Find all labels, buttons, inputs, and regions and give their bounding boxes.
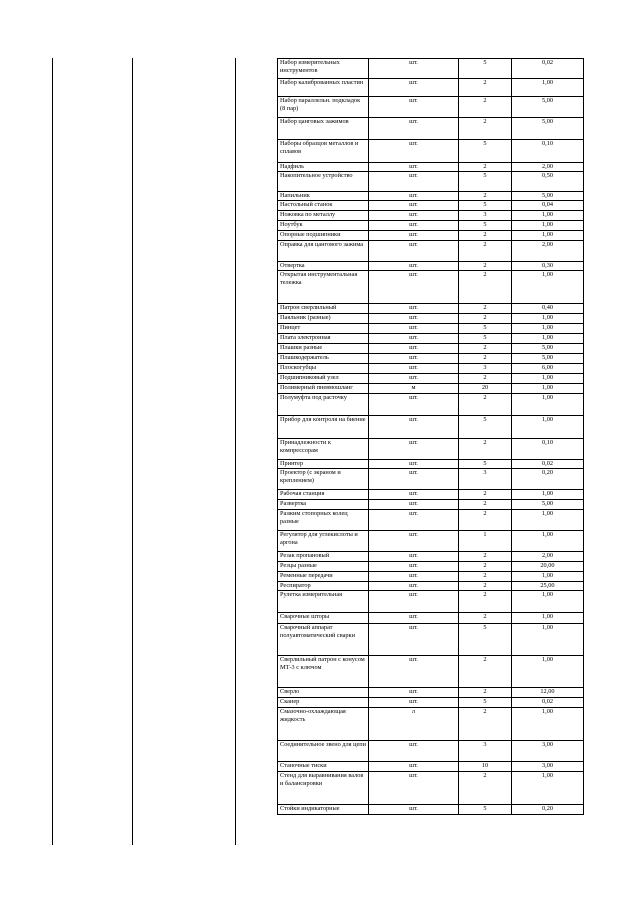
quantity-cell: 5 <box>459 201 512 211</box>
value-cell: 0,10 <box>512 140 584 163</box>
quantity-cell: 5 <box>459 140 512 163</box>
table-row <box>278 552 584 562</box>
left-margin-line <box>52 58 53 845</box>
quantity-cell: 5 <box>459 698 512 708</box>
quantity-cell: 1 <box>459 531 512 552</box>
value-cell: 1,00 <box>512 490 584 500</box>
table-row <box>278 59 584 79</box>
unit-cell: шт. <box>369 354 459 364</box>
value-cell: 5,00 <box>512 354 584 364</box>
table-row <box>278 384 584 394</box>
unit-cell: шт. <box>369 552 459 562</box>
quantity-cell: 2 <box>459 510 512 531</box>
unit-cell: шт. <box>369 510 459 531</box>
item-name-cell: Набор цанговых зажимов <box>278 118 369 140</box>
table-row <box>278 572 584 582</box>
unit-cell: шт. <box>369 582 459 591</box>
unit-cell: шт. <box>369 314 459 324</box>
table-row <box>278 221 584 231</box>
table-row <box>278 416 584 439</box>
value-cell: 0,40 <box>512 304 584 314</box>
value-cell: 2,00 <box>512 241 584 262</box>
table-row <box>278 772 584 805</box>
unit-cell: шт. <box>369 394 459 416</box>
value-cell: 5,00 <box>512 192 584 201</box>
item-name-cell: Развертка <box>278 500 369 510</box>
table-row <box>278 531 584 552</box>
value-cell: 2,00 <box>512 552 584 562</box>
value-cell: 20,00 <box>512 562 584 572</box>
item-name-cell: Пинцет <box>278 324 369 334</box>
quantity-cell: 3 <box>459 364 512 374</box>
value-cell: 1,00 <box>512 613 584 624</box>
value-cell: 1,00 <box>512 231 584 241</box>
item-name-cell: Респиратор <box>278 582 369 591</box>
value-cell: 1,00 <box>512 374 584 384</box>
table-row <box>278 344 584 354</box>
value-cell: 5,00 <box>512 344 584 354</box>
table-row <box>278 192 584 201</box>
table-row <box>278 324 584 334</box>
unit-cell: шт. <box>369 334 459 344</box>
quantity-cell: 3 <box>459 469 512 490</box>
item-name-cell: Плоскогубцы <box>278 364 369 374</box>
section-column-line <box>235 58 236 845</box>
value-cell: 1,00 <box>512 334 584 344</box>
unit-cell: шт. <box>369 241 459 262</box>
table-row <box>278 500 584 510</box>
item-name-cell: Резак пропановый <box>278 552 369 562</box>
quantity-cell: 2 <box>459 552 512 562</box>
unit-cell: шт. <box>369 163 459 172</box>
unit-cell: шт. <box>369 416 459 439</box>
item-name-cell: Накопительное устройство <box>278 172 369 192</box>
item-name-cell: Сверлильный патрон с конусом МТ-3 с ключом <box>278 656 369 688</box>
quantity-cell: 5 <box>459 172 512 192</box>
table-row <box>278 698 584 708</box>
item-name-cell: Принадлежности к компрессорам <box>278 439 369 460</box>
table-row <box>278 624 584 656</box>
quantity-cell: 5 <box>459 59 512 79</box>
value-cell: 1,00 <box>512 221 584 231</box>
value-cell: 1,00 <box>512 394 584 416</box>
quantity-cell: 2 <box>459 118 512 140</box>
unit-cell: шт. <box>369 490 459 500</box>
unit-cell: шт. <box>369 221 459 231</box>
table-row <box>278 688 584 698</box>
table-row <box>278 172 584 192</box>
item-name-cell: Разжим стопорных колец разные <box>278 510 369 531</box>
table-row <box>278 591 584 613</box>
unit-cell: шт. <box>369 231 459 241</box>
table-row <box>278 334 584 344</box>
table-row <box>278 118 584 140</box>
unit-cell: шт. <box>369 374 459 384</box>
value-cell: 1,00 <box>512 772 584 805</box>
table-row <box>278 262 584 271</box>
item-name-cell: Стойки индикаторные <box>278 805 369 815</box>
quantity-cell: 2 <box>459 241 512 262</box>
item-name-cell: Станочные тиски <box>278 762 369 772</box>
quantity-cell: 5 <box>459 805 512 815</box>
quantity-cell: 5 <box>459 416 512 439</box>
value-cell: 0,20 <box>512 805 584 815</box>
quantity-cell: 5 <box>459 334 512 344</box>
value-cell: 1,00 <box>512 708 584 741</box>
unit-cell: шт. <box>369 324 459 334</box>
item-name-cell: Резцы разные <box>278 562 369 572</box>
value-cell: 1,00 <box>512 271 584 304</box>
quantity-cell: 2 <box>459 163 512 172</box>
item-name-cell: Плата электронная <box>278 334 369 344</box>
quantity-cell: 2 <box>459 314 512 324</box>
value-cell: 1,00 <box>512 656 584 688</box>
quantity-cell: 2 <box>459 231 512 241</box>
quantity-cell: 2 <box>459 394 512 416</box>
unit-cell: шт. <box>369 698 459 708</box>
table-row <box>278 271 584 304</box>
item-name-cell: Регулятор для углекислоты и аргона <box>278 531 369 552</box>
value-cell: 5,00 <box>512 118 584 140</box>
quantity-cell: 2 <box>459 374 512 384</box>
item-name-cell: Опорные подшипники <box>278 231 369 241</box>
quantity-cell: 2 <box>459 490 512 500</box>
unit-cell: шт. <box>369 805 459 815</box>
unit-cell: шт. <box>369 624 459 656</box>
item-name-cell: Ноутбук <box>278 221 369 231</box>
table-row <box>278 201 584 211</box>
item-name-cell: Плашки разные <box>278 344 369 354</box>
quantity-cell: 10 <box>459 762 512 772</box>
quantity-cell: 2 <box>459 271 512 304</box>
unit-cell: шт. <box>369 762 459 772</box>
value-cell: 1,00 <box>512 510 584 531</box>
item-name-cell: Настольный станок <box>278 201 369 211</box>
value-cell: 1,00 <box>512 572 584 582</box>
value-cell: 3,00 <box>512 741 584 762</box>
unit-cell: шт. <box>369 613 459 624</box>
unit-cell: шт. <box>369 460 459 469</box>
item-name-cell: Наборы образцов металлов и сплавов <box>278 140 369 163</box>
value-cell: 0,04 <box>512 201 584 211</box>
table-row <box>278 510 584 531</box>
table-row <box>278 656 584 688</box>
unit-cell: шт. <box>369 656 459 688</box>
quantity-cell: 5 <box>459 221 512 231</box>
unit-cell: шт. <box>369 271 459 304</box>
quantity-cell: 2 <box>459 439 512 460</box>
item-name-cell: Полумуфта под расточку <box>278 394 369 416</box>
value-cell: 1,00 <box>512 384 584 394</box>
unit-cell: шт. <box>369 97 459 118</box>
quantity-cell: 2 <box>459 708 512 741</box>
item-name-cell: Сварочные шторы <box>278 613 369 624</box>
table-row <box>278 314 584 324</box>
item-name-cell: Набор калиброванных пластин <box>278 79 369 97</box>
item-name-cell: Сварочный аппарат полуавтоматический сварки <box>278 624 369 656</box>
quantity-cell: 2 <box>459 572 512 582</box>
unit-cell: шт. <box>369 201 459 211</box>
quantity-cell: 2 <box>459 354 512 364</box>
table-row <box>278 211 584 221</box>
value-cell: 0,10 <box>512 439 584 460</box>
item-name-cell: Проектор (с экраном и креплением) <box>278 469 369 490</box>
item-name-cell: Сверло <box>278 688 369 698</box>
item-name-cell: Плашкодержатель <box>278 354 369 364</box>
table-row <box>278 374 584 384</box>
quantity-cell: 2 <box>459 500 512 510</box>
item-name-cell: Стенд для выравнивания валов и балансировки <box>278 772 369 805</box>
unit-cell: шт. <box>369 772 459 805</box>
table-row <box>278 805 584 815</box>
value-cell: 1,00 <box>512 211 584 221</box>
unit-cell: л <box>369 708 459 741</box>
value-cell: 0,02 <box>512 59 584 79</box>
item-name-cell: Рабочая станция <box>278 490 369 500</box>
unit-cell: шт. <box>369 262 459 271</box>
unit-cell: шт. <box>369 364 459 374</box>
item-name-cell: Патрон сверлильный <box>278 304 369 314</box>
unit-cell: шт. <box>369 79 459 97</box>
item-name-cell: Паяльник (разные) <box>278 314 369 324</box>
table-row <box>278 562 584 572</box>
unit-cell: шт. <box>369 140 459 163</box>
item-name-cell: Полимерный пневмошланг <box>278 384 369 394</box>
equipment-table-body <box>278 59 584 815</box>
table-row <box>278 708 584 741</box>
unit-cell: шт. <box>369 118 459 140</box>
item-name-cell: Открытая инструментальная тележка <box>278 271 369 304</box>
value-cell: 1,00 <box>512 314 584 324</box>
value-cell: 0,30 <box>512 262 584 271</box>
table-row <box>278 762 584 772</box>
unit-cell: шт. <box>369 572 459 582</box>
value-cell: 3,00 <box>512 762 584 772</box>
item-name-cell: Отвертка <box>278 262 369 271</box>
unit-cell: шт. <box>369 500 459 510</box>
item-name-cell: Оправка для цангового зажима <box>278 241 369 262</box>
table-row <box>278 439 584 460</box>
table-row <box>278 490 584 500</box>
unit-cell: шт. <box>369 591 459 613</box>
value-cell: 12,00 <box>512 688 584 698</box>
value-cell: 5,00 <box>512 97 584 118</box>
unit-cell: м <box>369 384 459 394</box>
quantity-cell: 2 <box>459 97 512 118</box>
quantity-cell: 2 <box>459 582 512 591</box>
item-name-cell: Подшипниковый узел <box>278 374 369 384</box>
unit-cell: шт. <box>369 741 459 762</box>
value-cell: 1,00 <box>512 531 584 552</box>
equipment-table <box>277 58 584 815</box>
index-column-line <box>132 58 133 845</box>
item-name-cell: Сканер <box>278 698 369 708</box>
item-name-cell: Напильник <box>278 192 369 201</box>
table-row <box>278 79 584 97</box>
table-row <box>278 460 584 469</box>
unit-cell: шт. <box>369 439 459 460</box>
table-row <box>278 469 584 490</box>
table-row <box>278 231 584 241</box>
unit-cell: шт. <box>369 688 459 698</box>
value-cell: 0,02 <box>512 698 584 708</box>
table-row <box>278 582 584 591</box>
value-cell: 1,00 <box>512 624 584 656</box>
quantity-cell: 2 <box>459 262 512 271</box>
item-name-cell: Набор измерительных инструментов <box>278 59 369 79</box>
value-cell: 1,00 <box>512 591 584 613</box>
unit-cell: шт. <box>369 211 459 221</box>
quantity-cell: 2 <box>459 562 512 572</box>
unit-cell: шт. <box>369 304 459 314</box>
table-row <box>278 140 584 163</box>
quantity-cell: 5 <box>459 460 512 469</box>
quantity-cell: 2 <box>459 772 512 805</box>
quantity-cell: 5 <box>459 624 512 656</box>
table-row <box>278 613 584 624</box>
item-name-cell: Смазочно-охлаждающая жидкость <box>278 708 369 741</box>
item-name-cell: Принтер <box>278 460 369 469</box>
unit-cell: шт. <box>369 172 459 192</box>
quantity-cell: 2 <box>459 344 512 354</box>
table-row <box>278 354 584 364</box>
quantity-cell: 2 <box>459 613 512 624</box>
item-name-cell: Соединительное звено для цепи <box>278 741 369 762</box>
table-row <box>278 394 584 416</box>
quantity-cell: 2 <box>459 192 512 201</box>
unit-cell: шт. <box>369 59 459 79</box>
value-cell: 25,00 <box>512 582 584 591</box>
quantity-cell: 2 <box>459 656 512 688</box>
table-row <box>278 741 584 762</box>
unit-cell: шт. <box>369 469 459 490</box>
table-row <box>278 97 584 118</box>
unit-cell: шт. <box>369 344 459 354</box>
unit-cell: шт. <box>369 562 459 572</box>
table-row <box>278 241 584 262</box>
item-name-cell: Ножовка по металлу <box>278 211 369 221</box>
quantity-cell: 2 <box>459 79 512 97</box>
value-cell: 6,00 <box>512 364 584 374</box>
value-cell: 1,00 <box>512 79 584 97</box>
item-name-cell: Ременные передачи <box>278 572 369 582</box>
quantity-cell: 3 <box>459 211 512 221</box>
value-cell: 0,20 <box>512 469 584 490</box>
value-cell: 5,00 <box>512 500 584 510</box>
value-cell: 0,02 <box>512 460 584 469</box>
unit-cell: шт. <box>369 531 459 552</box>
quantity-cell: 2 <box>459 591 512 613</box>
quantity-cell: 5 <box>459 324 512 334</box>
item-name-cell: Набор параллельн. подкладок (8 пар) <box>278 97 369 118</box>
quantity-cell: 2 <box>459 688 512 698</box>
value-cell: 1,00 <box>512 324 584 334</box>
value-cell: 2,00 <box>512 163 584 172</box>
value-cell: 1,00 <box>512 416 584 439</box>
unit-cell: шт. <box>369 192 459 201</box>
item-name-cell: Прибор для контроля на биение <box>278 416 369 439</box>
item-name-cell: Надфиль <box>278 163 369 172</box>
quantity-cell: 3 <box>459 741 512 762</box>
value-cell: 0,50 <box>512 172 584 192</box>
table-row <box>278 304 584 314</box>
table-row <box>278 163 584 172</box>
quantity-cell: 2 <box>459 304 512 314</box>
item-name-cell: Рулетка измерительная <box>278 591 369 613</box>
table-row <box>278 364 584 374</box>
quantity-cell: 20 <box>459 384 512 394</box>
